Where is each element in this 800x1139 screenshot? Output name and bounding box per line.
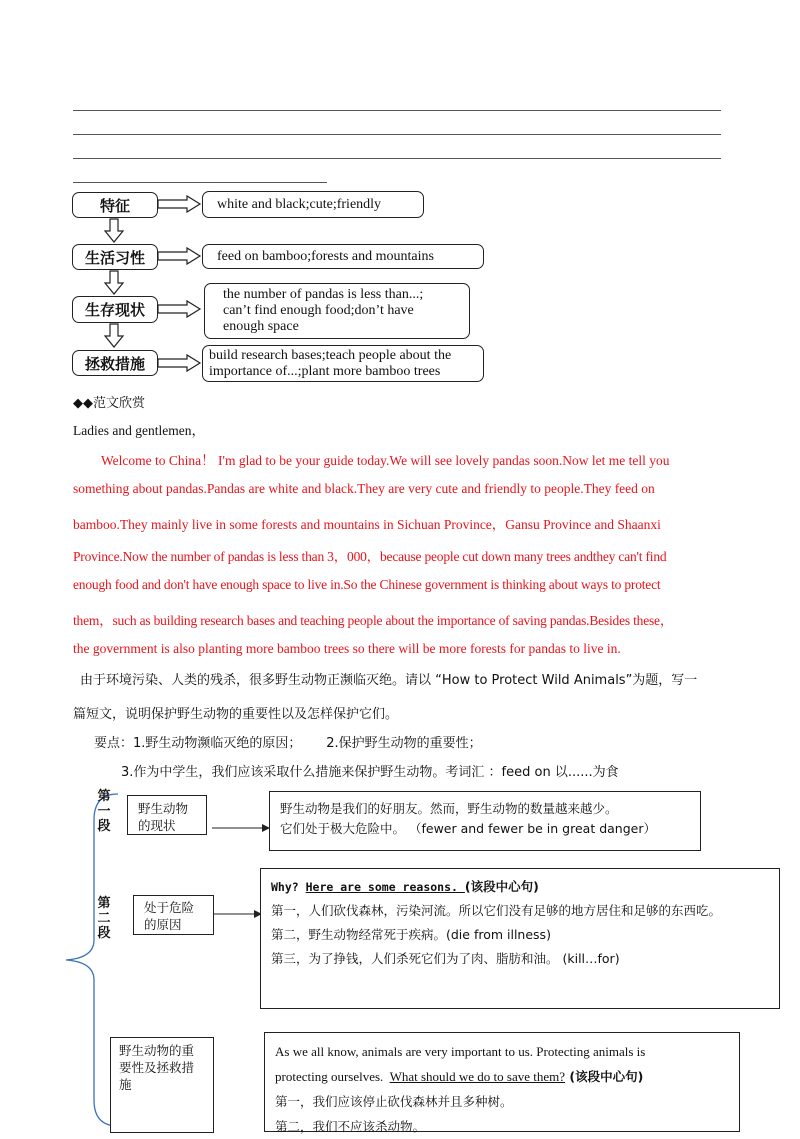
- outline-para2-tag: 第二段: [97, 896, 111, 941]
- outline-box3-center: (该段中心句): [565, 1069, 644, 1084]
- outline-box2-reasons: Here are some reasons.: [305, 880, 465, 894]
- flow-content-habits: [202, 244, 484, 269]
- outline-box2-why: Why?: [271, 880, 306, 894]
- sample-line: enough food and don't have enough space to live in.So the Chinese government is thinking about ways to protect: [73, 577, 661, 592]
- outline-box3-label-text: 野生动物的重要性及拯救措施: [119, 1043, 195, 1092]
- flow-content-line: enough space: [223, 319, 299, 334]
- sample-line: Province.Now the number of pandas is less than 3，000，because people cut down many trees andthey can't find: [73, 549, 667, 564]
- outline-box3-line: As we all know, animals are very important to us. Protecting animals is: [275, 1044, 646, 1059]
- flow-label-features: 特征: [72, 192, 158, 218]
- sample-line: them，such as building research bases and teaching people about the importance of saving pandas.Besides these，: [73, 613, 674, 628]
- flow-content-line: white and black;cute;friendly: [217, 196, 382, 212]
- flow-content-measures: [202, 345, 484, 382]
- outline-box3-line: 第一，我们应该停止砍伐森林并且多种树。: [275, 1094, 513, 1109]
- outline-box3-label: [110, 1037, 214, 1133]
- outline-box3-line: [275, 1064, 729, 1089]
- outline-para1-tag: 第一段: [97, 789, 111, 834]
- outline-box2-label: [133, 895, 214, 935]
- sample-line: Welcome to China！ I'm glad to be your guide today.We will see lovely pandas soon.Now let me tell you: [101, 453, 670, 468]
- flow-label-habits: 生活习性: [72, 244, 158, 270]
- outline-box1-line: 野生动物是我们的好朋友。然而，野生动物的数量越来越少。: [280, 801, 618, 816]
- outline-box2-center: (该段中心句): [464, 879, 539, 894]
- outline-box2-line: 第三，为了挣钱，人们杀死它们为了肉、脂肪和油。 (kill…for): [271, 951, 620, 966]
- outline-box2-content: [260, 868, 780, 1009]
- sample-greeting: Ladies and gentlemen，: [73, 423, 205, 438]
- task-line: 篇短文，说明保护野生动物的重要性以及怎样保护它们。: [73, 707, 399, 722]
- outline-box1-label-text: 野生动物的现状: [138, 801, 189, 833]
- flow-content-line: the number of pandas is less than...;: [223, 287, 424, 302]
- outline-box2-line: 第二，野生动物经常死于疾病。(die from illness): [271, 927, 551, 942]
- flow-content-line: feed on bamboo;forests and mountains: [217, 248, 434, 264]
- sample-heading: ◆◆范文欣赏: [73, 396, 145, 411]
- outline-box1-line: 它们处于极大危险中。 （fewer and fewer be in great danger）: [280, 821, 656, 836]
- flow-content-line: build research bases;teach people about the: [209, 347, 452, 363]
- outline-box1-label: [127, 795, 207, 835]
- sample-line: bamboo.They mainly live in some forests and mountains in Sichuan Province，Gansu Province and Shaanxi: [73, 517, 661, 532]
- outline-box2-head: [271, 875, 769, 899]
- outline-box3-text: protecting ourselves.: [275, 1069, 390, 1084]
- outline-box3-line: 第二，我们不应该杀动物。: [275, 1119, 426, 1134]
- sample-line: something about pandas.Pandas are white and black.They are very cute and friendly to people.They feed on: [73, 481, 655, 496]
- outline-box3-content: [264, 1032, 740, 1132]
- task-line: 3.作为中学生，我们应该采取什么措施来保护野生动物。考词汇 ：feed on 以......为食: [121, 765, 619, 780]
- task-line: 由于环境污染、人类的残杀，很多野生动物正濒临灭绝。请以 “How to Protect Wild Animals”为题，写一: [80, 673, 698, 688]
- outline-box2-label-text: 处于危险的原因: [144, 900, 195, 932]
- flow-label-measures: 拯救措施: [72, 350, 158, 376]
- outline-box3-question: What should we do to save them?: [389, 1069, 566, 1084]
- flow-label-status: 生存现状: [72, 296, 158, 323]
- outline-box2-line: 第一，人们砍伐森林，污染河流。所以它们没有足够的地方居住和足够的东西吃。: [271, 903, 722, 918]
- flow-content-line: importance of...;plant more bamboo trees: [209, 363, 441, 379]
- outline-box1-content: [269, 791, 701, 851]
- task-line: 要点：1.野生动物濒临灭绝的原因； 2.保护野生动物的重要性；: [94, 736, 482, 751]
- flow-content-status: [204, 283, 470, 339]
- sample-line: the government is also planting more bamboo trees so there will be more forests for pandas to live in.: [73, 641, 621, 656]
- flow-content-features: [202, 191, 424, 218]
- flow-content-line: can’t find enough food;don’t have: [223, 303, 414, 318]
